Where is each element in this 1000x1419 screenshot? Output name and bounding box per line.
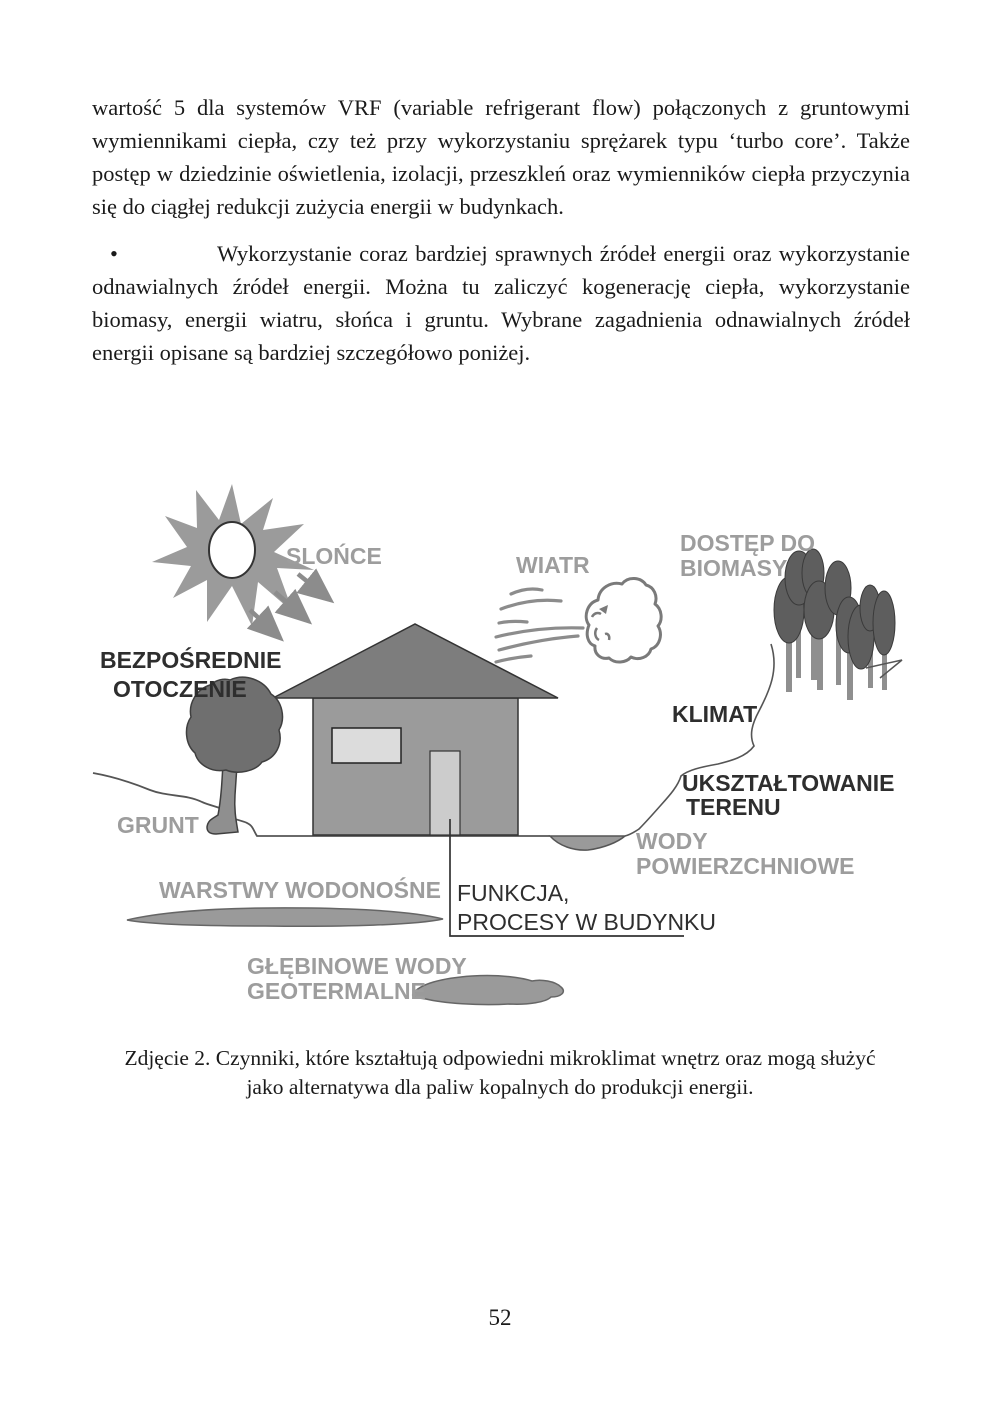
aquifer-shape [127, 908, 443, 926]
terrain-label-line2: TERENU [686, 794, 781, 820]
geothermal-label-line2: GEOTERMALNE [247, 978, 426, 1004]
house-shape [273, 624, 558, 835]
bullet-paragraph-text: Wykorzystanie coraz bardziej sprawnych źródeł energii oraz wykorzystanie odnawialnych źródeł energii. Można tu zaliczyć kogenerację ciepła, wykorzystanie biomasy, energii wiatru, słońca i gruntu. Wybrane zagadnienia odnawialnych źródeł energii opisane są bardziej szczegółowo poniżej. [92, 241, 910, 365]
climate-label: KLIMAT [672, 701, 758, 727]
aquifers-label: WARSTWY WODONOŚNE [159, 877, 441, 903]
geothermal-label-line1: GŁĘBINOWE WODY [247, 953, 467, 979]
bullet-marker: • [110, 241, 118, 266]
figure-caption [0, 1044, 1000, 1102]
page-number: 52 [488, 1305, 512, 1330]
door-shape [430, 751, 460, 835]
figure-caption-line1: Zdjęcie 2. Czynniki, które kształtują odpowiedni mikroklimat wnętrz oraz mogą służyć [124, 1046, 876, 1070]
biomass-access-label-line2: BIOMASY [680, 555, 788, 581]
building-function-label-line1: FUNKCJA, [457, 880, 570, 906]
terrain-label-line1: UKSZTAŁTOWANIE [682, 770, 895, 796]
surface-water-label-line1: WODY [636, 828, 708, 854]
roof-shape [273, 624, 558, 698]
immediate-surroundings-label-line1: BEZPOŚREDNIE [100, 647, 282, 673]
ground-label: GRUNT [117, 812, 199, 838]
figure-caption-line2: jako alternatywa dla paliw kopalnych do produkcji energii. [246, 1075, 754, 1099]
wind-cloud-icon [586, 578, 661, 662]
wind-label: WIATR [516, 552, 590, 578]
window-shape [332, 728, 401, 763]
building-function-label-line2: PROCESY W BUDYNKU [457, 909, 717, 935]
geothermal-shape [413, 975, 564, 1004]
sun-label: SLOŃCE [286, 543, 382, 569]
wind-lines [496, 589, 583, 662]
forest-icon [774, 549, 902, 700]
immediate-surroundings-label-line2: OTOCZENIE [113, 676, 247, 702]
bullet-paragraph-renewables [92, 237, 910, 369]
surface-water-label-line2: POWIERZCHNIOWE [636, 853, 855, 879]
figure-diagram [80, 470, 940, 1030]
surface-water-shape [550, 836, 625, 850]
biomass-access-label-line1: DOSTĘP DO [680, 530, 816, 556]
paragraph-vrf: wartość 5 dla systemów VRF (variable refrigerant flow) połączonych z gruntowymi wymiennikami ciepła, czy też przy wykorzystaniu sprężarek typu ‘turbo core’. Także postęp w dziedzinie oświetlenia, izolacji, przeszkleń oraz wymienników ciepła przyczynia się do ciągłej redukcji zużycia energii w budynkach. [92, 95, 910, 219]
